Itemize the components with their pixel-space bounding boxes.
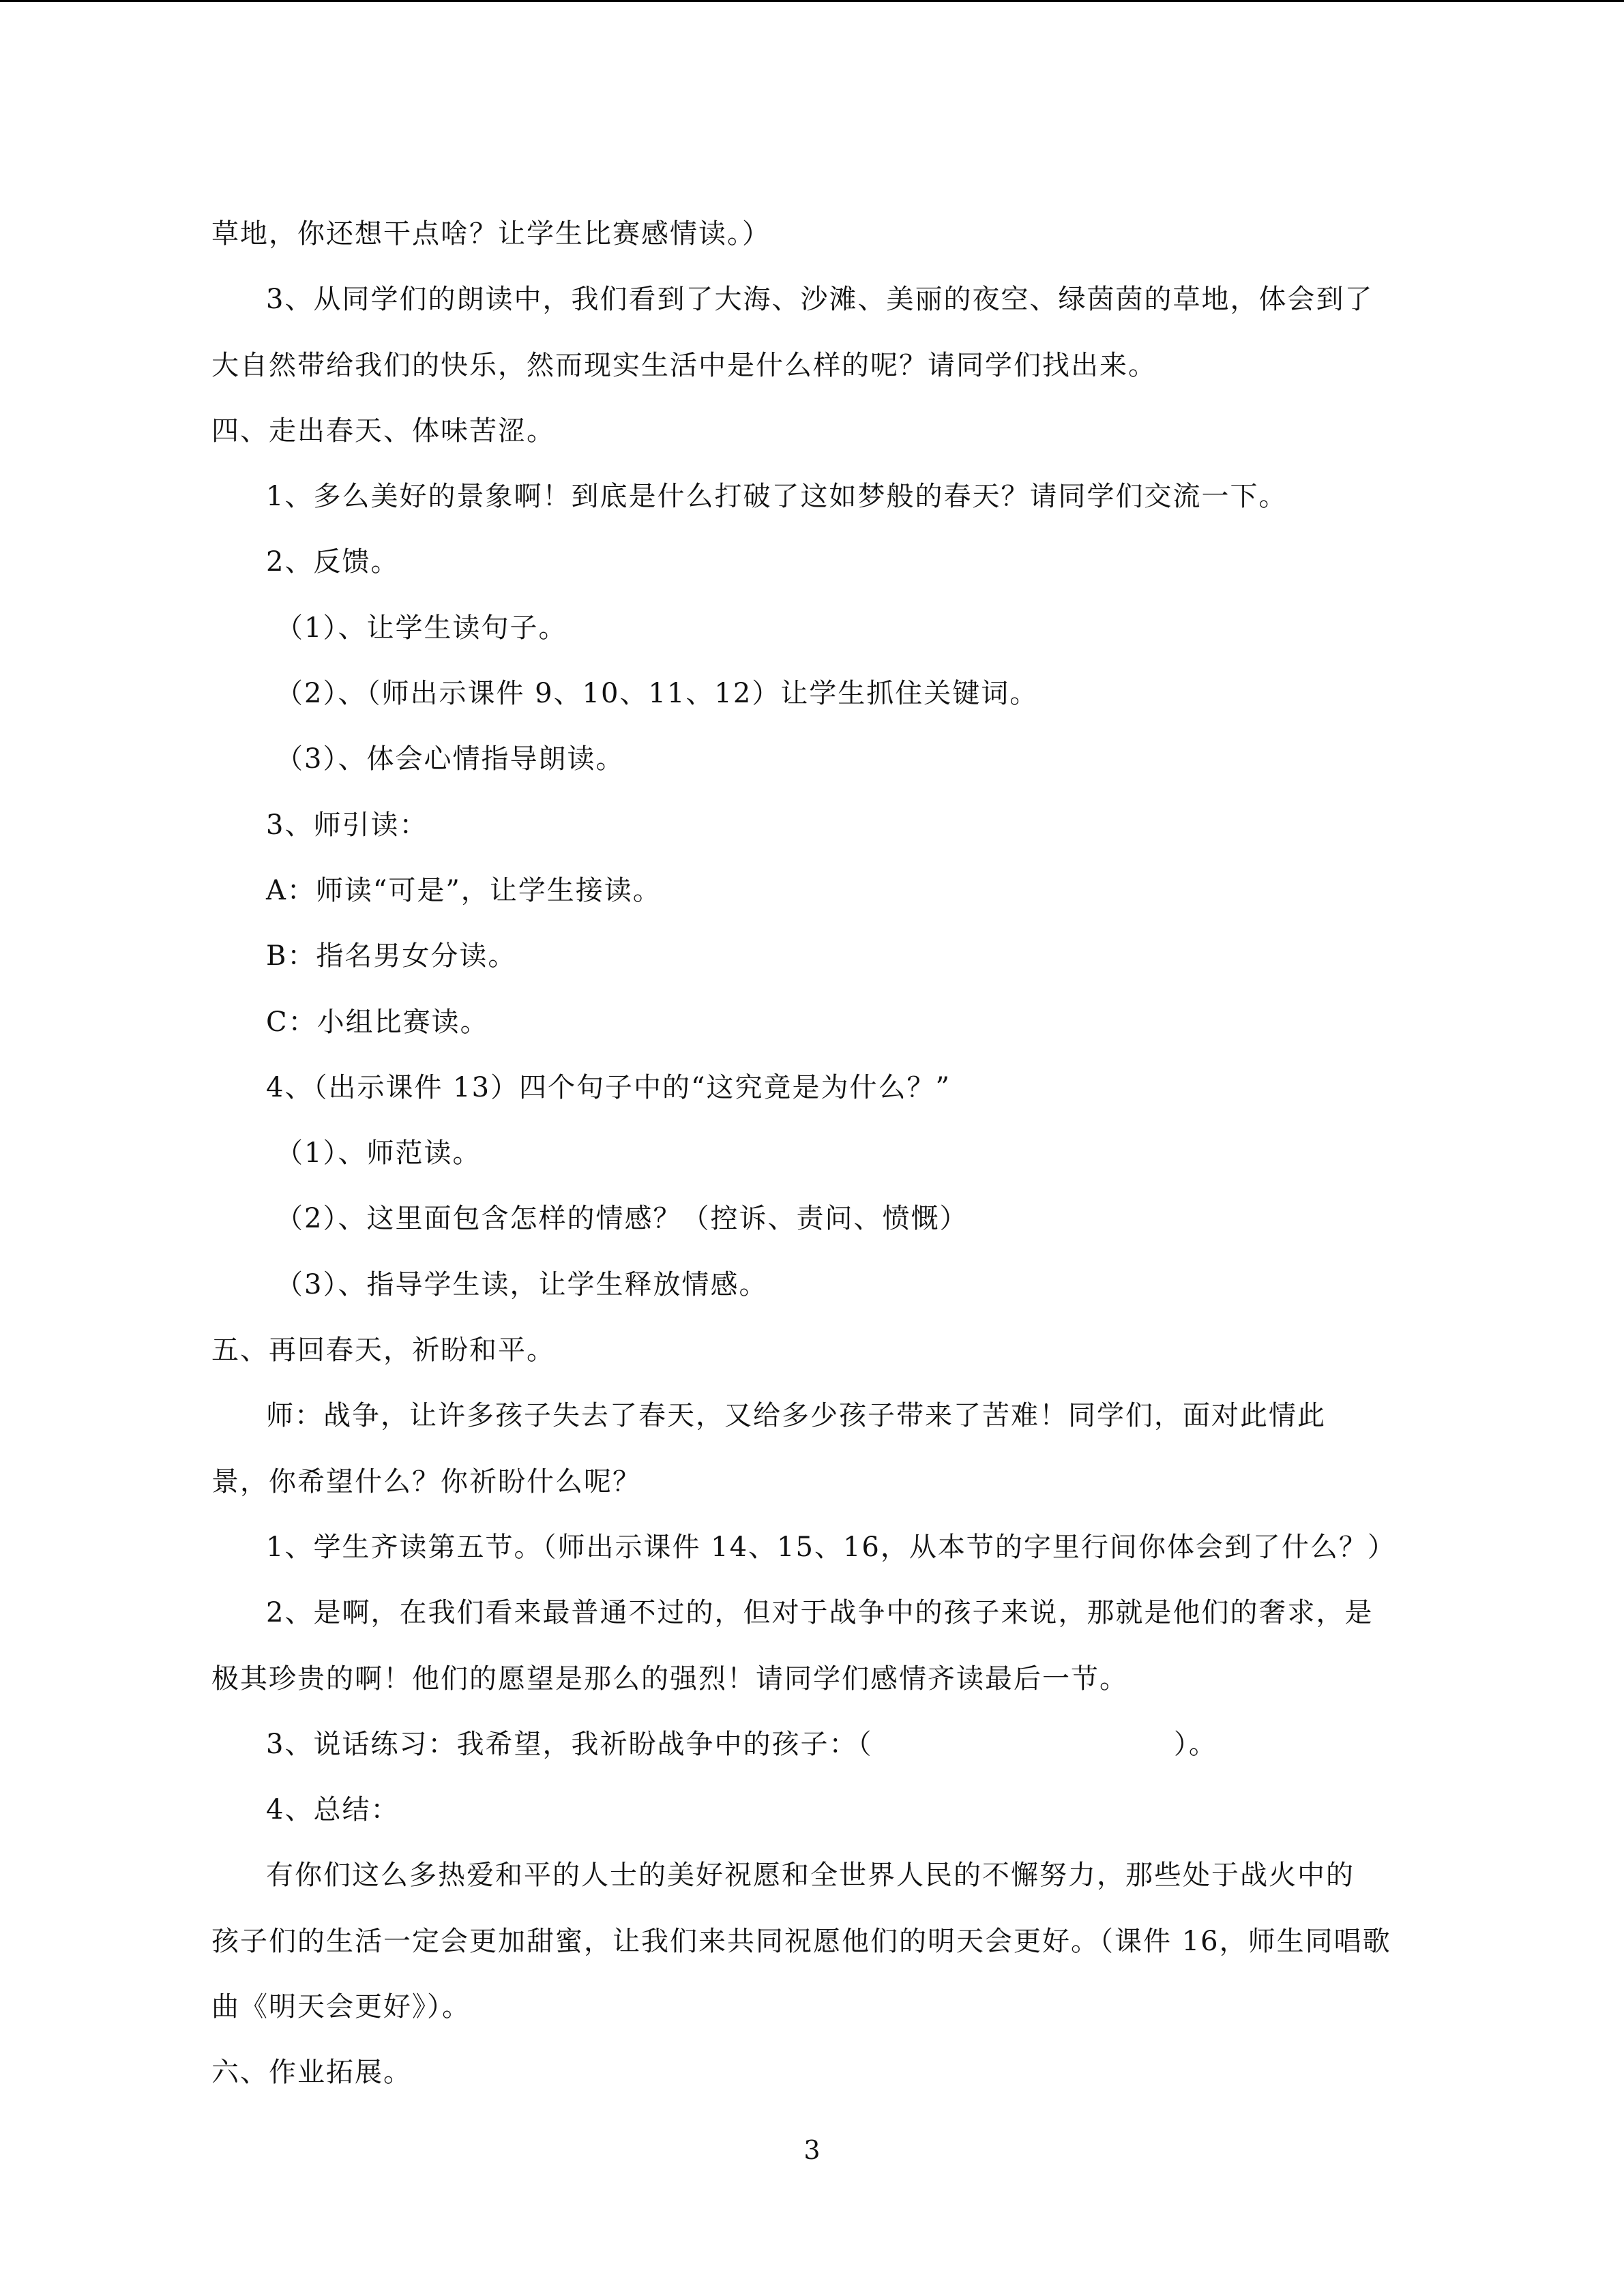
text-line: 2、是啊，在我们看来最普通不过的，但对于战争中的孩子来说，那就是他们的奢求，是 — [266, 1597, 1374, 1629]
text-line: A：师读“可是”，让学生接读。 — [266, 874, 662, 906]
text-line: （1）、师范读。 — [276, 1137, 482, 1169]
text-line: 景，你希望什么？你祈盼什么呢？ — [211, 1465, 641, 1497]
text-line: 4、总结： — [266, 1794, 400, 1826]
text-line: 极其珍贵的啊！他们的愿望是那么的强烈！请同学们感情齐读最后一节。 — [211, 1663, 1128, 1695]
text-line: C：小组比赛读。 — [266, 1006, 489, 1038]
text-line: 孩子们的生活一定会更加甜蜜，让我们来共同祝愿他们的明天会更好。（课件 16，师生同唱歌 — [211, 1925, 1391, 1957]
text-line: 师：战争，让许多孩子失去了春天，又给多少孩子带来了苦难！同学们，面对此情此 — [266, 1400, 1326, 1432]
text-line: （1）、让学生读句子。 — [276, 612, 567, 644]
text-line: 曲《明天会更好》）。 — [211, 1991, 471, 2023]
text-line: 3、说话练习：我希望，我祈盼战争中的孩子：（ ）。 — [266, 1728, 1217, 1760]
text-line: 3、从同学们的朗读中，我们看到了大海、沙滩、美丽的夜空、绿茵茵的草地，体会到了 — [266, 284, 1374, 316]
text-line: 4、（出示课件 13）四个句子中的“这究竟是为什么？” — [266, 1071, 951, 1103]
section-heading: 五、再回春天，祈盼和平。 — [211, 1335, 555, 1367]
top-border-rule — [0, 0, 1624, 2]
text-line: 2、反馈。 — [266, 546, 400, 578]
text-line: 1、学生齐读第五节。（师出示课件 14、15、16，从本节的字里行间你体会到了什么？） — [266, 1531, 1396, 1563]
text-line: 3、师引读： — [266, 809, 428, 841]
text-line: B：指名男女分读。 — [266, 940, 517, 972]
section-heading: 六、作业拓展。 — [211, 2057, 412, 2089]
text-line: 1、多么美好的景象啊！到底是什么打破了这如梦般的春天？请同学们交流一下。 — [266, 481, 1288, 513]
text-line: （2）、这里面包含怎样的情感？（控诉、责问、愤慨） — [276, 1203, 969, 1235]
text-line: 大自然带给我们的快乐，然而现实生活中是什么样的呢？请同学们找出来。 — [211, 349, 1157, 381]
document-body — [211, 201, 1396, 2106]
text-line: （3）、体会心情指导朗读。 — [276, 743, 625, 775]
text-line: 有你们这么多热爱和平的人士的美好祝愿和全世界人民的不懈努力，那些处于战火中的 — [266, 1860, 1355, 1892]
text-line: （3）、指导学生读，让学生释放情感。 — [276, 1268, 768, 1300]
text-line: 草地，你还想干点啥？让学生比赛感情读。） — [211, 218, 771, 250]
text-line: （2）、（师出示课件 9、10、11、12）让学生抓住关键词。 — [276, 678, 1039, 710]
page-number: 3 — [803, 2135, 821, 2165]
section-heading: 四、走出春天、体味苦涩。 — [211, 415, 555, 447]
